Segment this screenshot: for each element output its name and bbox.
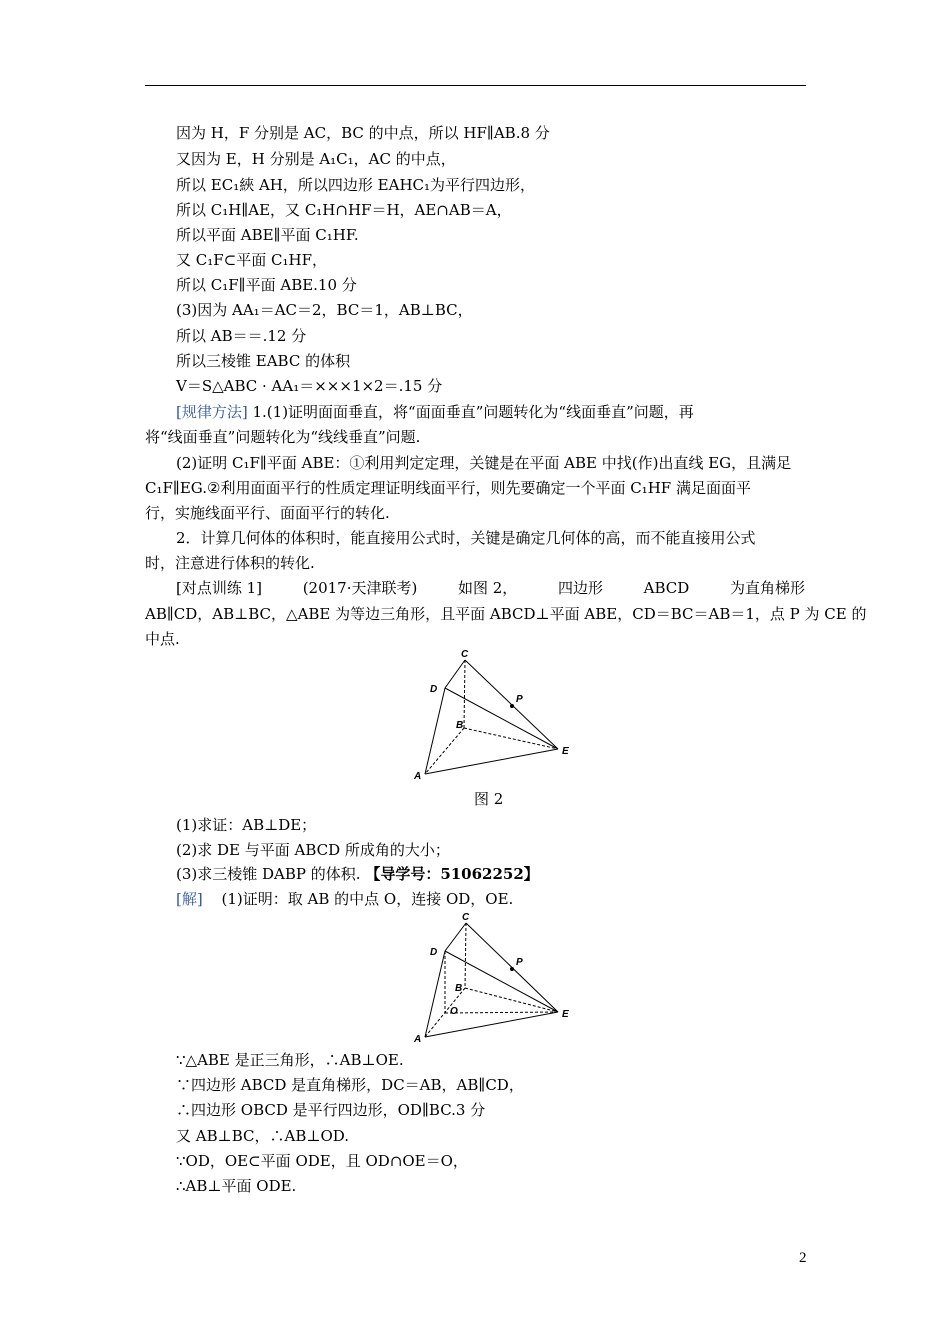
solution-step: 又 AB⊥BC，∴AB⊥OD. — [176, 1127, 350, 1145]
exercise-word: 为直角梯形 — [729, 579, 805, 597]
text-line: 行，实施线面平行、面面平行的转化. — [145, 504, 390, 522]
exercise-word: 四边形 — [557, 579, 603, 597]
label-d: D — [430, 684, 438, 695]
label-p: P — [516, 957, 523, 968]
solution-intro-text: (1)证明：取 AB 的中点 O，连接 OD，OE. — [221, 890, 514, 908]
exercise-word: ABCD — [643, 579, 690, 597]
figure-caption: 图 2 — [474, 790, 504, 808]
text-line: 因为 H，F 分别是 AC，BC 的中点，所以 HF∥AB.8 分 — [176, 124, 550, 142]
solution-step: ∴AB⊥平面 ODE. — [176, 1177, 297, 1195]
text-line: C₁F∥EG.②利用面面平行的性质定理证明线面平行，则先要确定一个平面 C₁HF 满足面面平 — [145, 479, 751, 497]
solution-tag: [解] — [176, 890, 203, 908]
text-line: 所以三棱锥 EABC 的体积 — [176, 352, 351, 370]
text-line: 所以 EC₁綊 AH，所以四边形 EAHC₁为平行四边形， — [176, 176, 536, 194]
text-line: (2)证明 C₁F∥平面 ABE：①利用判定定理，关键是在平面 ABE 中找(作)出直线 EG，且满足 — [176, 454, 792, 472]
solution-step: ∵△ABE 是正三角形，∴AB⊥OE. — [176, 1051, 404, 1069]
exercise-tag: [对点训练 1] — [176, 579, 263, 597]
text-line: 所以 C₁H∥AE，又 C₁H∩HF＝H，AE∩AB＝A， — [176, 201, 512, 219]
label-d: D — [430, 947, 438, 958]
text-line: 又因为 E，H 分别是 A₁C₁，AC 的中点， — [176, 150, 456, 168]
text-line: 将“线面垂直”问题转化为“线线垂直”问题. — [145, 428, 421, 446]
question-1: (1)求证：AB⊥DE； — [176, 816, 317, 834]
question-3 — [176, 864, 539, 884]
page-number: 2 — [799, 1250, 807, 1266]
text-line: V＝S△ABC · AA₁＝×××1×2＝.15 分 — [176, 377, 443, 395]
exercise-word: 如图 2， — [458, 579, 518, 597]
method-tag: [规律方法] — [176, 403, 248, 421]
reference-number: 【导学号：51062252】 — [365, 865, 539, 883]
label-a: A — [414, 1034, 422, 1045]
text-line: 时，注意进行体积的转化. — [145, 554, 315, 572]
text-line: (3)因为 AA₁＝AC＝2，BC＝1，AB⊥BC， — [176, 301, 473, 319]
pyramid-figure-2 — [405, 908, 575, 1048]
text-line: 所以平面 ABE∥平面 C₁HF. — [176, 226, 359, 244]
text-line: AB∥CD，AB⊥BC，△ABE 为等边三角形，且平面 ABCD⊥平面 ABE，CD＝BC＝AB＝1，点 P 为 CE 的 — [145, 605, 867, 623]
label-a: A — [414, 771, 422, 782]
text-line: 又 C₁F⊂平面 C₁HF， — [176, 251, 327, 269]
label-e: E — [562, 746, 569, 757]
point-p-dot — [510, 704, 514, 708]
label-b: B — [455, 983, 463, 994]
point-p-dot — [510, 967, 514, 971]
label-c: C — [462, 912, 470, 923]
label-b: B — [456, 720, 464, 731]
question-3-text: (3)求三棱锥 DABP 的体积. — [176, 865, 361, 883]
exercise-source: (2017·天津联考) — [302, 579, 418, 597]
solution-step: ∴四边形 OBCD 是平行四边形，OD∥BC.3 分 — [176, 1101, 486, 1119]
text-line: 所以 C₁F∥平面 ABE.10 分 — [176, 276, 357, 294]
text-line: 2．计算几何体的体积时，能直接用公式时，关键是确定几何体的高，而不能直接用公式 — [176, 529, 756, 547]
label-o: O — [450, 1006, 458, 1017]
text-line: 所以 AB＝＝.12 分 — [176, 327, 307, 345]
header-rule — [145, 85, 806, 86]
solution-step: ∵OD，OE⊂平面 ODE，且 OD∩OE＝O， — [176, 1152, 468, 1170]
method-text: 1.(1)证明面面垂直，将“面面垂直”问题转化为“线面垂直”问题，再 — [252, 403, 694, 421]
question-2: (2)求 DE 与平面 ABCD 所成角的大小； — [176, 841, 450, 859]
solution-step: ∵四边形 ABCD 是直角梯形，DC＝AB，AB∥CD， — [176, 1076, 524, 1094]
method-paragraph — [176, 402, 694, 422]
label-e: E — [562, 1009, 569, 1020]
exercise-heading — [145, 578, 805, 598]
label-c: C — [461, 649, 469, 660]
solution-intro — [176, 889, 513, 909]
pyramid-figure-1 — [405, 645, 575, 785]
text-line: 中点. — [145, 630, 180, 648]
label-p: P — [516, 694, 523, 705]
